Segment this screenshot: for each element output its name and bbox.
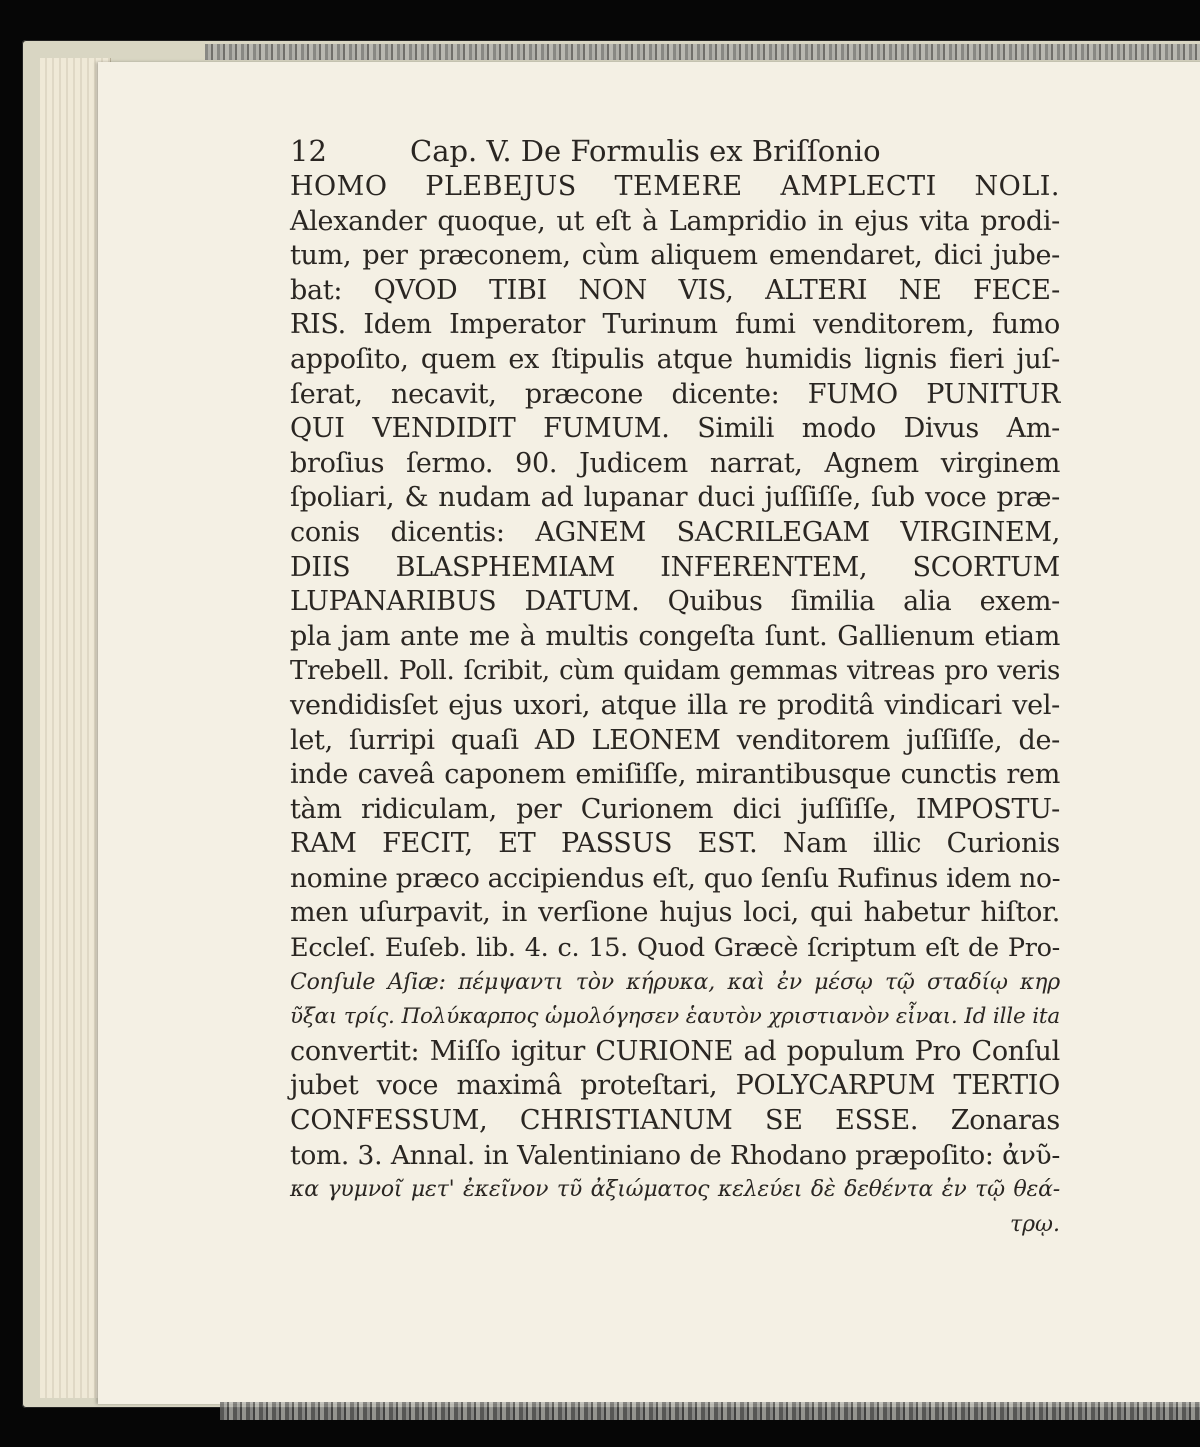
text-line: Eccleſ. Euſeb. lib. 4. c. 15. Quod Græcè ſcriptum eſt de Pro- (290, 933, 1060, 964)
text-line: inde caveâ caponem emiſiſſe, mirantibusque cunctis rem (290, 759, 1060, 791)
text-line: let, ſurripi quaſi AD LEONEM venditorem juſſiſſe, de- (290, 724, 1060, 756)
running-head (290, 132, 1060, 170)
text-line: CONFESSUM, CHRISTIANUM SE ESSE. Zonaras (290, 1105, 1060, 1137)
text-line: QUI VENDIDIT FUMUM. Simili modo Divus Am- (290, 413, 1060, 445)
text-line: HOMO PLEBEJUS TEMERE AMPLECTI NOLI. (290, 171, 1060, 202)
text-line: ῦξαι τρίς. Πολύκαρπος ὡμολόγησεν ἑαυτὸν χριστιανὸν εἶναι. Id ille ita (290, 1004, 1060, 1030)
text-line: DIIS BLASPHEMIAM INFERENTEM, SCORTUM (290, 551, 1060, 583)
text-line: nomine præco accipiendus eſt, quo ſenſu Rufinus idem no- (290, 862, 1061, 894)
page-text-block (290, 132, 1060, 1242)
text-line: tom. 3. Annal. in Valentiniano de Rhodano præpoſito: ἀνῦ- (290, 1139, 1060, 1171)
text-line: broſius ſermo. 90. Judicem narrat, Agnem virginem (290, 447, 1060, 479)
text-line: men uſurpavit, in verſione hujus loci, qui habetur hiſtor. (290, 897, 1060, 929)
bottom-edge-strip (220, 1402, 1200, 1420)
text-line: RIS. Idem Imperator Turinum fumi venditorem, fumo (290, 309, 1060, 341)
text-line: Alexander quoque, ut eſt à Lampridio in ejus vita prodi- (290, 205, 1060, 237)
text-line: convertit: Miſſo igitur CURIONE ad populum Pro Conſul (290, 1035, 1060, 1067)
text-line: tum, per præconem, cùm aliquem emendaret, dici jube- (290, 240, 1060, 272)
text-line: pla jam ante me à multis congeſta ſunt. Gallienum etiam (290, 620, 1060, 652)
text-line: bat: QVOD TIBI NON VIS, ALTERI NE FECE- (290, 274, 1060, 306)
text-line: RAM FECIT, ET PASSUS EST. Nam illic Curionis (290, 828, 1060, 860)
running-title: Cap. V. De Formulis ex Briſſonio (410, 134, 881, 168)
text-line: conis dicentis: AGNEM SACRILEGAM VIRGINEM, (290, 516, 1060, 548)
catchword: τρῳ. (1009, 1211, 1060, 1237)
text-line: vendidisſet ejus uxori, atque illa re proditâ vindicari vel- (290, 689, 1060, 721)
top-edge-strip (205, 44, 1200, 60)
text-line: κα γυμνοῖ μετ' ἐκεῖνον τῦ ἀξιώματος κελεύει δὲ δεθέντα ἐν τῷ θεά- (290, 1177, 1060, 1203)
text-line: LUPANARIBUS DATUM. Quibus ſimilia alia exem- (290, 586, 1060, 618)
text-line: ſerat, necavit, præcone dicente: FUMO PUNITUR (290, 378, 1060, 410)
text-line: appoſito, quem ex ſtipulis atque humidis lignis fieri juſ- (290, 343, 1060, 375)
text-line: tàm ridiculam, per Curionem dici juſſiſſe, IMPOSTU- (290, 793, 1060, 825)
page-number: 12 (290, 134, 327, 168)
text-line: ſpoliari, & nudam ad lupanar duci juſſiſſe, ſub voce præ- (290, 482, 1060, 514)
text-line: Conſule Aſiæ: πέμψαντι τὸν κήρυκα, καὶ ἐν μέσῳ τῷ σταδίῳ κηρ (290, 969, 1060, 995)
text-line: Trebell. Poll. ſcribit, cùm quidam gemmas vitreas pro veris (290, 656, 1060, 687)
text-line: jubet voce maximâ proteſtari, POLYCARPUM TERTIO (290, 1070, 1060, 1102)
